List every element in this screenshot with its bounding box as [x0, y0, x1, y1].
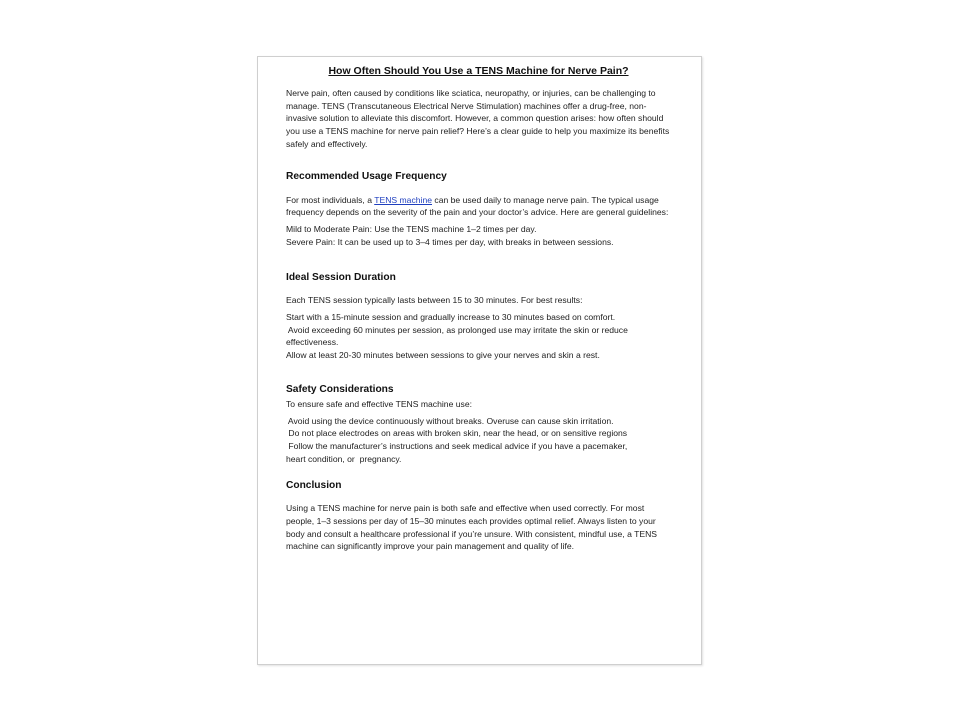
duration-item-avoid: Avoid exceeding 60 minutes per session, as prolonged use may irritate the skin or reduce: [286, 324, 628, 335]
document-content: [286, 64, 671, 553]
frequency-list: [286, 223, 671, 248]
heading-session-duration: Ideal Session Duration: [286, 272, 396, 284]
heading-usage-frequency: Recommended Usage Frequency: [286, 170, 447, 182]
duration-paragraph: Each TENS session typically lasts between 15 to 30 minutes. For best results:: [286, 295, 583, 306]
frequency-item-severe: Severe Pain: It can be used up to 3–4 times per day, with breaks in between sessions.: [286, 236, 614, 247]
duration-item-avoid-cont: effectiveness.: [286, 337, 339, 348]
safety-list: [286, 415, 671, 466]
document-title: How Often Should You Use a TENS Machine for Nerve Pain?: [328, 65, 629, 77]
safety-item-instructions-cont: heart condition, or pregnancy.: [286, 453, 402, 464]
duration-item-start: Start with a 15-minute session and gradually increase to 30 minutes based on comfort.: [286, 312, 616, 323]
safety-paragraph: To ensure safe and effective TENS machine use:: [286, 398, 472, 409]
intro-paragraph: Nerve pain, often caused by conditions like sciatica, neuropathy, or injuries, can be challenging to manage. TENS (Transcutaneous Electrical Nerve Stimulation) machines offer a drug-free, non-invasive solution to alleviate this discomfort. However, a common question arises: how often should you use a TENS machine for nerve pain relief? Here’s a clear guide to help you maximize its benefits safely and effectively.: [286, 88, 670, 149]
heading-safety: Safety Considerations: [286, 383, 394, 395]
frequency-text-before: For most individuals, a: [286, 194, 375, 205]
safety-item-breaks: Avoid using the device continuously without breaks. Overuse can cause skin irritation.: [286, 415, 614, 426]
frequency-text-after: can be used daily to manage nerve pain. The typical usage frequency depends on the severity of the pain and your doctor’s advice. Here are general guidelines:: [286, 194, 669, 218]
safety-item-electrodes: Do not place electrodes on areas with broken skin, near the head, or on sensitive regions: [286, 428, 628, 439]
frequency-item-mild: Mild to Moderate Pain: Use the TENS machine 1–2 times per day.: [286, 223, 537, 234]
duration-list: [286, 311, 671, 362]
safety-item-instructions: Follow the manufacturer’s instructions and seek medical advice if you have a pacemaker,: [286, 440, 628, 451]
heading-conclusion: Conclusion: [286, 480, 342, 492]
duration-item-rest: Allow at least 20-30 minutes between sessions to give your nerves and skin a rest.: [286, 350, 600, 361]
frequency-paragraph: [286, 194, 671, 219]
tens-machine-link[interactable]: TENS machine: [374, 194, 433, 205]
document-page: [257, 56, 702, 665]
conclusion-paragraph: Using a TENS machine for nerve pain is both safe and effective when used correctly. For most people, 1–3 sessions per day of 15–30 minutes each provides optimal relief. Always listen to your body and consult a healthcare professional if you’re unsure. With consistent, mindful use, a TENS machine can significantly improve your pain management and quality of life.: [286, 503, 658, 552]
